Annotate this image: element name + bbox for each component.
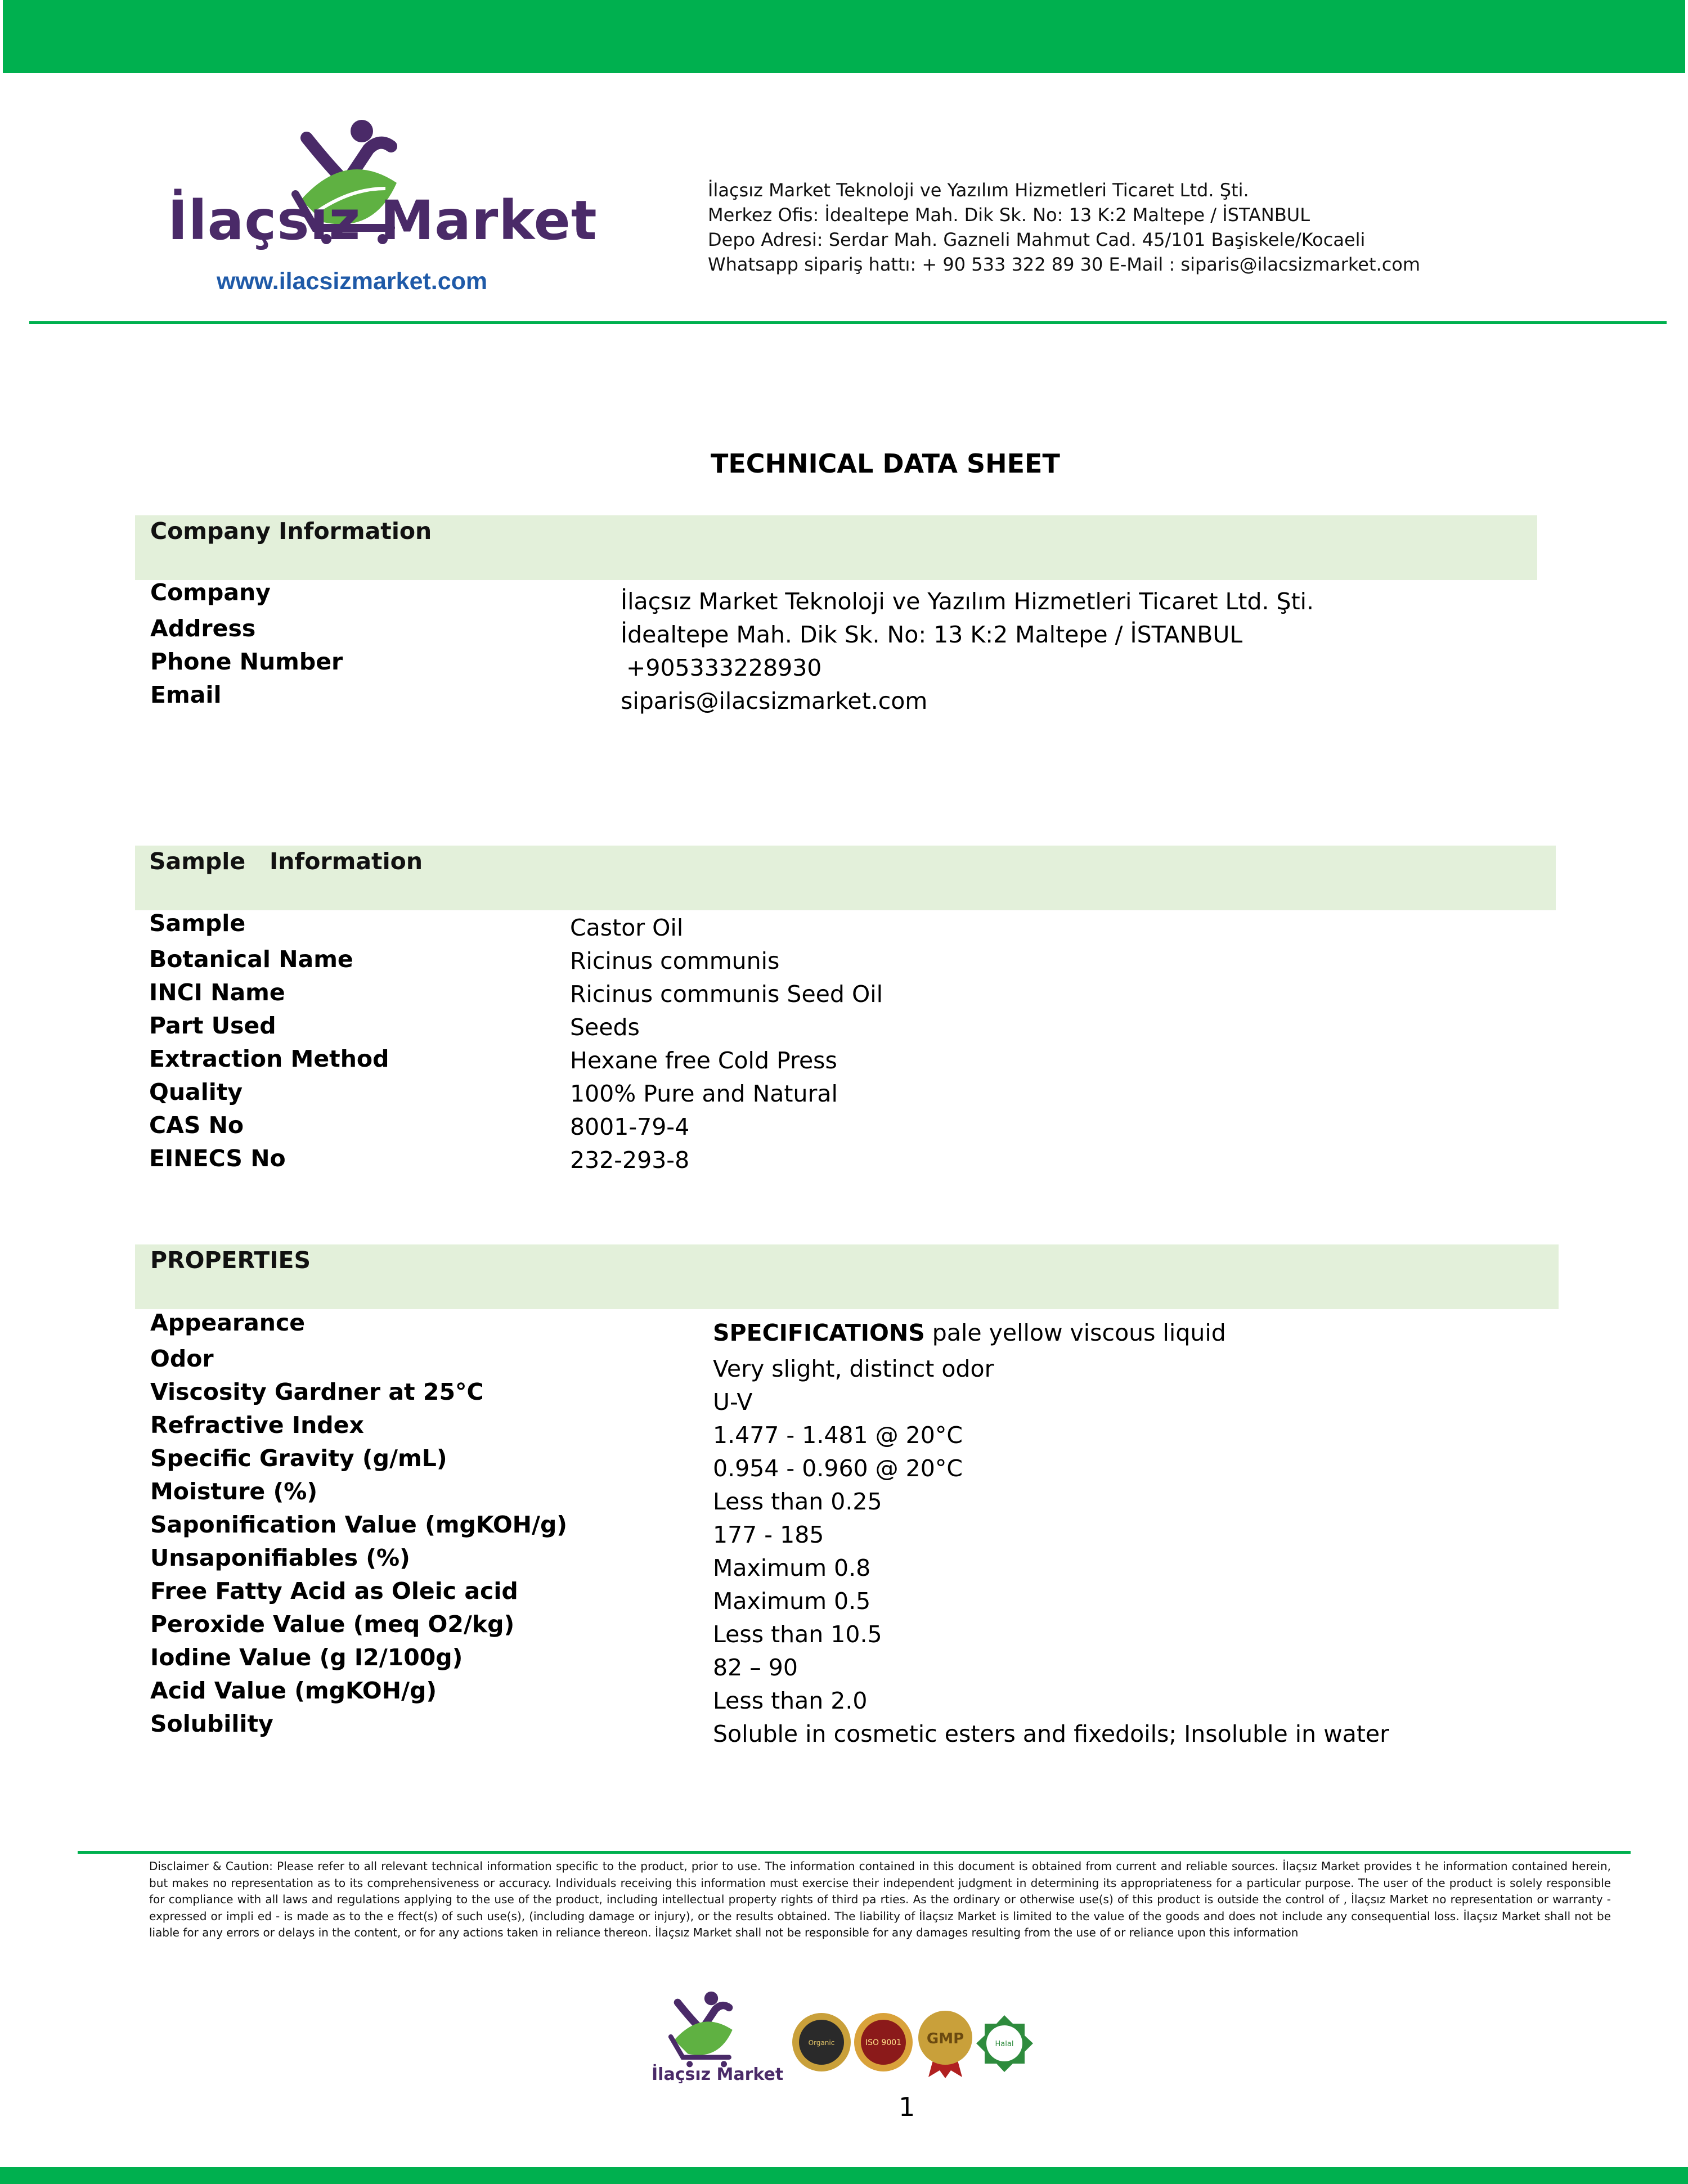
field-label: Odor (150, 1345, 214, 1372)
field-value: U-V (713, 1388, 753, 1415)
field-label: Acid Value (mgKOH/g) (150, 1677, 437, 1704)
logo-wordmark: İlaçsız Market (168, 189, 598, 252)
disclaimer-text: Disclaimer & Caution: Please refer to all relevant technical information specific to the product, prior to use. The information contained in this document is obtained from current and reliable sources. İlaçsız Market provides t he information contained herein, but makes no representation as to its comprehensiveness or accuracy. Individuals receiving this information must exercise their independent judgment in determining its appropriateness for a particular purpose. The user of the product is solely responsible for compliance with all laws and regulations applying to the use of the product, including intellectual property rights of third pa rties. As the ordinary or otherwise use(s) of this product is outside the control of , İlaçsız Market no representation or warranty - expressed or impli ed - is made as to the e ffect(s) of such use(s), (including damage or injury), or the results obtained. The liability of İlaçsız Market is limited to the value of the goods and does not include any consequential loss. İlaçsız Market shall not be liable for any errors or delays in the content, or for any actions taken in reliance thereon. İlaçsız Market shall not be responsible for any damages resulting from the use of or reliance upon this information (149, 1859, 1611, 1939)
field-label: Unsaponifiables (%) (150, 1544, 410, 1571)
field-value: Maximum 0.5 (713, 1588, 871, 1615)
sample-labels (149, 907, 389, 1175)
bottom-accent-bar (0, 2167, 1688, 2184)
field-label: Moisture (%) (150, 1478, 318, 1505)
badge-label: ISO 9001 (865, 2038, 902, 2047)
field-value: Castor Oil (570, 914, 684, 941)
field-label: Phone Number (150, 648, 343, 675)
top-accent-bar (3, 0, 1685, 73)
header-divider (29, 321, 1667, 324)
field-label: Iodine Value (g I2/100g) (150, 1644, 463, 1671)
field-value: +905333228930 (626, 654, 822, 681)
field-label: Appearance (150, 1309, 306, 1336)
field-label: Viscosity Gardner at 25°C (150, 1378, 484, 1405)
badge-label: Halal (995, 2040, 1014, 2048)
company-labels (150, 576, 343, 712)
properties-section-heading: PROPERTIES (150, 1247, 311, 1274)
sample-values (570, 911, 883, 1177)
field-value: 177 - 185 (713, 1521, 824, 1548)
iso-badge-icon (852, 2011, 914, 2073)
field-value: 8001-79-4 (570, 1113, 690, 1140)
field-label: EINECS No (149, 1145, 286, 1172)
header-company-details (708, 178, 1420, 277)
field-label: Company (150, 579, 271, 606)
properties-labels (150, 1306, 567, 1741)
field-value: 1.477 - 1.481 @ 20°C (713, 1422, 963, 1449)
field-value: Seeds (570, 1014, 640, 1041)
field-label: Email (150, 681, 222, 708)
field-value: Maximum 0.8 (713, 1554, 871, 1581)
field-label: Specific Gravity (g/mL) (150, 1445, 447, 1472)
specifications-label: SPECIFICATIONS (713, 1319, 925, 1346)
field-label: Botanical Name (149, 946, 353, 973)
field-label: Extraction Method (149, 1045, 389, 1072)
field-value: İlaçsız Market Teknoloji ve Yazılım Hizmetleri Ticaret Ltd. Şti. (621, 588, 1314, 615)
field-value: Very slight, distinct odor (713, 1355, 994, 1382)
field-value: 232-293-8 (570, 1147, 690, 1174)
email-link[interactable]: siparis@ilacsizmarket.com (621, 687, 928, 714)
appearance-value: pale yellow viscous liquid (932, 1319, 1226, 1346)
footer-logo-icon (664, 1989, 743, 2068)
field-value: Soluble in cosmetic esters and fixedoils; Insoluble in water (713, 1720, 1390, 1747)
header-line: Depo Adresi: Serdar Mah. Gazneli Mahmut Cad. 45/101 Başiskele/Kocaeli (708, 229, 1366, 250)
field-label: INCI Name (149, 979, 285, 1006)
company-section-heading: Company Information (150, 518, 432, 545)
properties-values (713, 1316, 1389, 1751)
field-label: CAS No (149, 1112, 244, 1139)
field-label: Saponification Value (mgKOH/g) (150, 1511, 568, 1538)
organic-badge-icon (791, 2011, 852, 2073)
field-label: Peroxide Value (meq O2/kg) (150, 1611, 515, 1638)
field-value: 82 – 90 (713, 1654, 798, 1681)
header-line: Whatsapp sipariş hattı: + 90 533 322 89 30 E-Mail : siparis@ilacsizmarket.com (708, 254, 1421, 275)
badge-label: GMP (926, 2030, 964, 2047)
header-line: Merkez Ofis: İdealtepe Mah. Dik Sk. No: 13 K:2 Maltepe / İSTANBUL (708, 204, 1310, 226)
field-label: Address (150, 615, 256, 642)
footer-logo-wordmark: İlaçsız Market (652, 2065, 784, 2084)
footer-divider (78, 1851, 1631, 1854)
field-value: Less than 10.5 (713, 1621, 882, 1648)
field-value: Less than 0.25 (713, 1488, 882, 1515)
field-label: Sample (149, 910, 246, 937)
field-value: Less than 2.0 (713, 1687, 868, 1714)
properties-section-band (135, 1244, 1559, 1309)
field-value: 0.954 - 0.960 @ 20°C (713, 1455, 963, 1482)
halal-badge-icon (975, 2014, 1034, 2073)
badge-label: Organic (808, 2039, 835, 2047)
field-value: İdealtepe Mah. Dik Sk. No: 13 K:2 Maltepe / İSTANBUL (621, 621, 1243, 648)
gmp-badge-icon (914, 2008, 976, 2079)
field-value: Ricinus communis (570, 947, 780, 974)
page-title: TECHNICAL DATA SHEET (711, 448, 1060, 479)
field-value: Hexane free Cold Press (570, 1047, 837, 1074)
field-value (713, 1316, 1389, 1352)
page-number: 1 (899, 2092, 915, 2122)
website-link[interactable]: www.ilacsizmarket.com (217, 268, 488, 295)
field-label: Quality (149, 1078, 243, 1106)
field-label: Part Used (149, 1012, 276, 1039)
field-value: Ricinus communis Seed Oil (570, 981, 883, 1008)
company-values (621, 585, 1314, 718)
field-label: Solubility (150, 1710, 273, 1737)
field-label: Free Fatty Acid as Oleic acid (150, 1578, 518, 1605)
field-value: 100% Pure and Natural (570, 1080, 838, 1107)
sample-section-heading: Sample Information (149, 848, 423, 875)
field-label: Refractive Index (150, 1412, 364, 1439)
header-line: İlaçsız Market Teknoloji ve Yazılım Hizmetleri Ticaret Ltd. Şti. (708, 179, 1249, 201)
